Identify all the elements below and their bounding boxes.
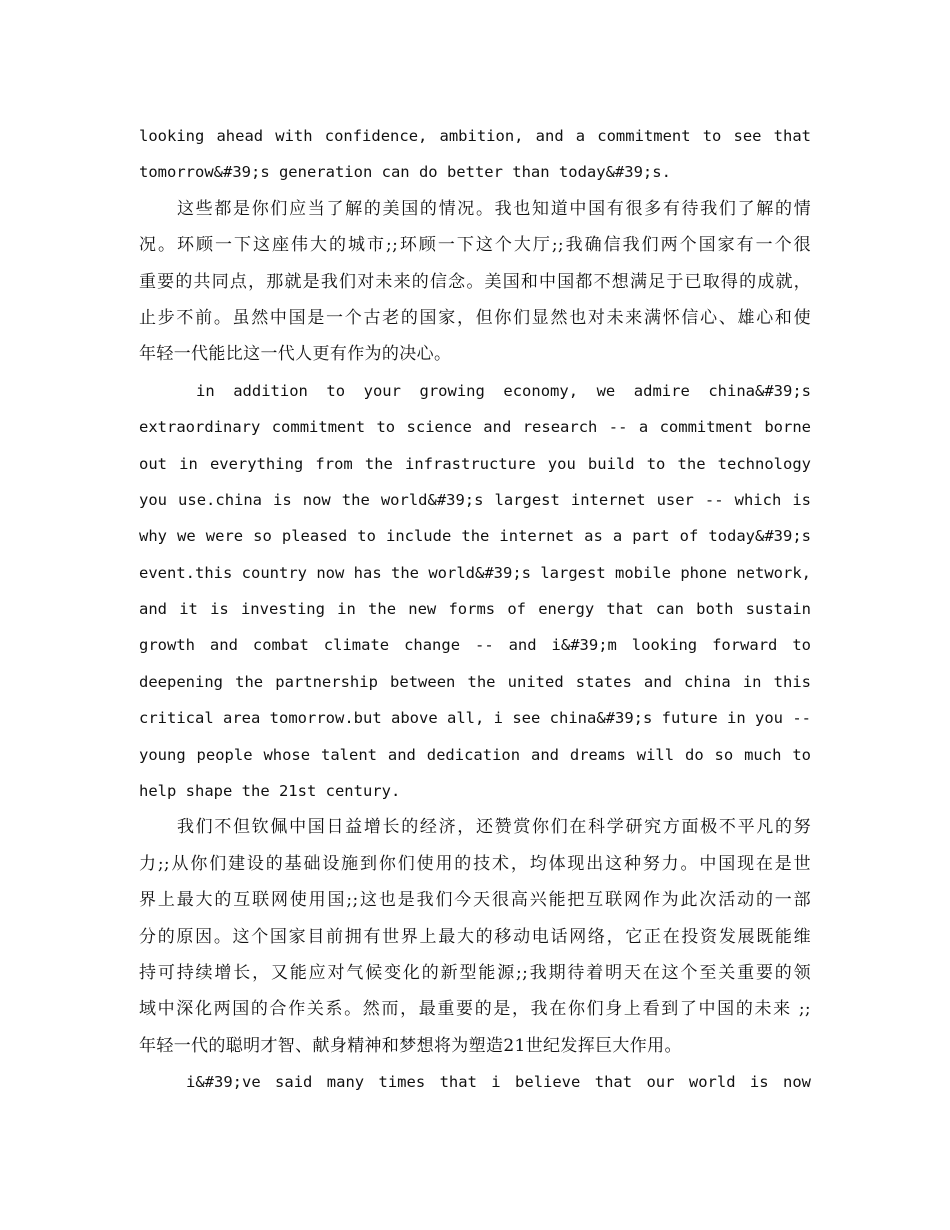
text-line: 持可持续增长，又能应对气候变化的新型能源;;我期待着明天在这个至关重要的领 — [139, 962, 811, 983]
text-line: 我们不但钦佩中国日益增长的经济，还赞赏你们在科学研究方面极不平凡的努 — [177, 817, 811, 838]
text-line: 这些都是你们应当了解的美国的情况。我也知道中国有很多有待我们了解的情 — [177, 198, 811, 219]
paragraph-english-1 — [139, 118, 811, 191]
text-line: deepening the partnership between the united states and china in this — [139, 672, 811, 691]
text-line: i&#39;ve said many times that i believe that our world is now — [186, 1073, 811, 1092]
text-line: 况。环顾一下这座伟大的城市;;环顾一下这个大厅;;我确信我们两个国家有一个很 — [139, 235, 811, 256]
paragraph-english-2 — [139, 373, 811, 810]
text-line: out in everything from the infrastructure you build to the technology — [139, 454, 811, 473]
text-line: critical area tomorrow.but above all, i see china&#39;s future in you -- — [139, 709, 811, 728]
paragraph-english-3 — [139, 1064, 811, 1100]
text-line: help shape the 21st century. — [139, 782, 401, 801]
text-line: looking ahead with confidence, ambition, and a commitment to see that — [139, 127, 811, 145]
text-line: young people whose talent and dedication and dreams will do so much to — [139, 745, 811, 764]
document-page — [139, 118, 811, 1101]
text-line: in addition to your growing economy, we admire china&#39;s — [196, 381, 811, 400]
text-line: you use.china is now the world&#39;s largest internet user -- which is — [139, 490, 811, 509]
text-line: 界上最大的互联网使用国;;这也是我们今天很高兴能把互联网作为此次活动的一部 — [139, 890, 811, 911]
text-line: 力;;从你们建设的基础设施到你们使用的技术，均体现出这种努力。中国现在是世 — [139, 853, 811, 874]
text-line: 年轻一代能比这一代人更有作为的决心。 — [139, 344, 452, 365]
text-line: 重要的共同点，那就是我们对未来的信念。美国和中国都不想满足于已取得的成就， — [139, 271, 811, 292]
text-line: extraordinary commitment to science and research -- a commitment borne — [139, 418, 811, 437]
text-line: 域中深化两国的合作关系。然而，最重要的是，我在你们身上看到了中国的未来 ;; — [139, 999, 811, 1020]
text-line: why we were so pleased to include the internet as a part of today&#39;s — [139, 527, 811, 546]
paragraph-chinese-2 — [139, 809, 811, 1064]
text-line: 年轻一代的聪明才智、献身精神和梦想将为塑造21世纪发挥巨大作用。 — [139, 1035, 682, 1056]
text-line: growth and combat climate change -- and i&#39;m looking forward to — [139, 636, 811, 655]
text-line: tomorrow&#39;s generation can do better than today&#39;s. — [139, 163, 671, 182]
paragraph-chinese-1 — [139, 191, 811, 373]
text-line: event.this country now has the world&#39;s largest mobile phone network, — [139, 563, 811, 582]
text-line: 止步不前。虽然中国是一个古老的国家，但你们显然也对未来满怀信心、雄心和使 — [139, 307, 811, 328]
text-line: 分的原因。这个国家目前拥有世界上最大的移动电话网络，它正在投资发展既能维 — [139, 926, 811, 947]
text-line: and it is investing in the new forms of energy that can both sustain — [139, 600, 811, 619]
